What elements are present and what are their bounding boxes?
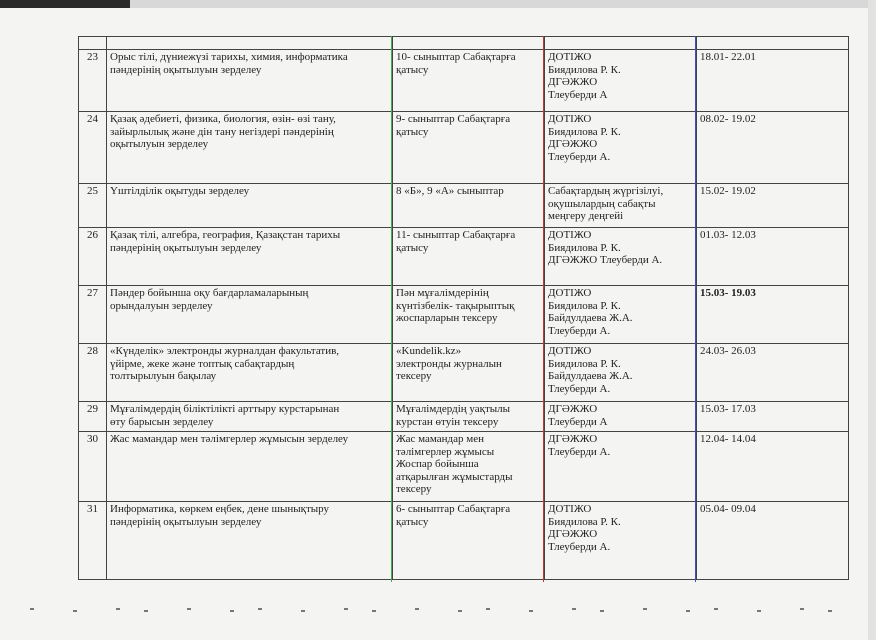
target-cell-line: курстан өтуін тексеру	[396, 415, 499, 428]
topic-cell-line: Жас мамандар мен тәлімгерлер жұмысын зерделеу	[110, 433, 349, 445]
responsible-cell-line: Тлеуберди А.	[548, 382, 611, 395]
target-cell-line: күнтізбелік- тақырыптық	[396, 299, 515, 312]
scan-dot	[372, 610, 376, 612]
topic-cell-line: Орыс тілі, дүниежүзі тарихы, химия, информатика	[110, 51, 348, 63]
target-cell-line: Мұғалімдердің уақтылы	[396, 403, 511, 415]
table-row	[79, 184, 849, 228]
target-cell	[393, 402, 545, 432]
responsible-cell-line: ДГӘЖЖО	[548, 138, 598, 150]
scan-right-edge	[868, 0, 876, 640]
scan-dot	[643, 608, 647, 610]
scan-dot	[686, 610, 690, 612]
responsible-cell-line: ДОТІЖО	[548, 503, 592, 515]
topic-cell-line: пәндерінің оқытылуын зерделеу	[110, 515, 262, 528]
responsible-cell-line: оқушылардың сабақты	[548, 197, 656, 210]
scan-top-edge	[0, 0, 876, 8]
target-cell-line: электронды журналын	[396, 357, 502, 370]
target-cell	[393, 184, 545, 228]
blank-cell	[107, 37, 393, 50]
target-cell-line: қатысу	[396, 515, 429, 528]
scan-dot	[415, 608, 419, 610]
plan-table-sheet	[78, 36, 848, 582]
topic-cell-line: Үштілділік оқытуды зерделеу	[110, 185, 250, 197]
table-row	[79, 502, 849, 580]
scan-dot	[572, 608, 576, 610]
responsible-cell-line: Биядилова Р. К.	[548, 63, 621, 76]
date-cell: 08.02- 19.02	[697, 112, 849, 184]
responsible-cell	[545, 112, 697, 184]
scan-dot	[73, 610, 77, 612]
table-row	[79, 432, 849, 502]
scan-dot	[600, 610, 604, 612]
responsible-cell-line: Тлеуберди А.	[548, 540, 611, 553]
responsible-cell-line: Тлеуберди А	[548, 88, 608, 101]
target-cell-line: қатысу	[396, 241, 429, 254]
target-cell-line: 9- сыныптар Сабақтарға	[396, 113, 511, 125]
blue-column-line	[695, 36, 696, 582]
topic-cell-line: пәндерінің оқытылуын зерделеу	[110, 241, 262, 254]
table-row	[79, 286, 849, 344]
topic-cell	[107, 228, 393, 286]
topic-cell-line: «Күнделік» электронды журналдан факультатив,	[110, 345, 340, 357]
responsible-cell	[545, 402, 697, 432]
responsible-cell	[545, 286, 697, 344]
scan-dot	[116, 608, 120, 610]
date-cell: 12.04- 14.04	[697, 432, 849, 502]
row-number: 30	[79, 432, 107, 502]
target-cell-line: қатысу	[396, 63, 429, 76]
responsible-cell-line: Тлеуберди А.	[548, 324, 611, 337]
responsible-cell	[545, 228, 697, 286]
responsible-cell-line: ДГӘЖЖО	[548, 433, 598, 445]
target-cell	[393, 112, 545, 184]
topic-cell	[107, 50, 393, 112]
topic-cell-line: Қазақ тілі, алгебра, география, Қазақстан тарихы	[110, 229, 341, 241]
row-number: 28	[79, 344, 107, 402]
scan-dot	[230, 610, 234, 612]
responsible-cell-line: Тлеуберди А.	[548, 445, 611, 458]
responsible-cell-line: Тлеуберди А.	[548, 150, 611, 163]
target-cell-line: тексеру	[396, 483, 432, 495]
responsible-cell-line: ДГӘЖЖО	[548, 528, 598, 540]
responsible-cell-line: Биядилова Р. К.	[548, 515, 621, 528]
target-cell-line: атқарылған жұмыстарды	[396, 470, 513, 483]
responsible-cell-line: ДОТІЖО	[548, 51, 592, 63]
responsible-cell-line: Сабақтардың жүргізілуі,	[548, 185, 664, 197]
topic-cell-line: Мұғалімдердің біліктілікті арттыру курстарынан	[110, 403, 340, 415]
target-cell-line: 10- сыныптар Сабақтарға	[396, 51, 516, 63]
scan-dot	[301, 610, 305, 612]
responsible-cell	[545, 502, 697, 580]
scan-dot	[828, 610, 832, 612]
table-row	[79, 344, 849, 402]
table-row	[79, 402, 849, 432]
responsible-cell-line: ДОТІЖО	[548, 113, 592, 125]
topic-cell	[107, 402, 393, 432]
target-cell-line: тексеру	[396, 370, 432, 382]
target-cell	[393, 286, 545, 344]
topic-cell-line: зайырлылық және дін тану негіздері пәндерінің	[110, 125, 334, 138]
plan-table	[78, 36, 849, 580]
responsible-cell-line: Байдулдаева Ж.А.	[548, 370, 633, 382]
topic-cell-line: орындалуын зерделеу	[110, 299, 213, 312]
target-cell-line: Пән мұғалімдерінің	[396, 287, 489, 299]
target-cell-line: жоспарларын тексеру	[396, 312, 498, 324]
table-top-row	[79, 37, 849, 50]
topic-cell	[107, 502, 393, 580]
scan-dot	[30, 608, 34, 610]
red-column-line	[543, 36, 544, 582]
responsible-cell-line: ДОТІЖО	[548, 287, 592, 299]
target-cell-line: тәлімгерлер жұмысы	[396, 445, 495, 458]
date-cell: 18.01- 22.01	[697, 50, 849, 112]
blank-cell	[545, 37, 697, 50]
table-row	[79, 112, 849, 184]
scan-dot	[144, 610, 148, 612]
responsible-cell-line: Биядилова Р. К.	[548, 357, 621, 370]
topic-cell	[107, 112, 393, 184]
target-cell	[393, 432, 545, 502]
row-number: 29	[79, 402, 107, 432]
date-cell: 15.03- 17.03	[697, 402, 849, 432]
target-cell-line: 6- сыныптар Сабақтарға	[396, 503, 511, 515]
responsible-cell-line: меңгеру деңгейі	[548, 210, 624, 222]
topic-cell-line: толтырылуын бақылау	[110, 370, 217, 382]
scan-dot	[258, 608, 262, 610]
scan-dot	[529, 610, 533, 612]
green-column-line	[391, 36, 392, 582]
topic-cell-line: Информатика, көркем еңбек, дене шынықтыру	[110, 503, 330, 515]
date-cell: 15.03- 19.03	[697, 286, 849, 344]
responsible-cell	[545, 184, 697, 228]
scan-dot	[344, 608, 348, 610]
blank-cell	[697, 37, 849, 50]
topic-cell-line: оқытылуын зерделеу	[110, 138, 209, 150]
responsible-cell-line: Биядилова Р. К.	[548, 125, 621, 138]
scan-dot	[458, 610, 462, 612]
table-row	[79, 228, 849, 286]
scan-dot	[757, 610, 761, 612]
topic-cell-line: үйірме, жеке және топтық сабақтардың	[110, 357, 295, 370]
topic-cell	[107, 344, 393, 402]
responsible-cell-line: ДГӘЖЖО	[548, 403, 598, 415]
blank-cell	[79, 37, 107, 50]
responsible-cell	[545, 50, 697, 112]
date-cell: 01.03- 12.03	[697, 228, 849, 286]
scan-dot	[187, 608, 191, 610]
responsible-cell	[545, 432, 697, 502]
target-cell-line: қатысу	[396, 125, 429, 138]
responsible-cell-line: ДГӘЖЖО	[548, 76, 598, 88]
row-number: 27	[79, 286, 107, 344]
responsible-cell-line: Биядилова Р. К.	[548, 241, 621, 254]
topic-cell-line: Қазақ әдебиеті, физика, биология, өзін- өзі тану,	[110, 113, 336, 125]
responsible-cell-line: ДГӘЖЖО Тлеуберди А.	[548, 254, 663, 266]
row-number: 26	[79, 228, 107, 286]
target-cell-line: «Kundelik.kz»	[396, 345, 462, 357]
scan-dot	[486, 608, 490, 610]
row-number: 23	[79, 50, 107, 112]
target-cell-line: Жоспар бойынша	[396, 458, 479, 470]
responsible-cell-line: Тлеуберди А	[548, 415, 608, 428]
row-number: 24	[79, 112, 107, 184]
date-cell: 05.04- 09.04	[697, 502, 849, 580]
topic-cell-line: өту барысын зерделеу	[110, 415, 214, 428]
responsible-cell-line: ДОТІЖО	[548, 229, 592, 241]
topic-cell-line: пәндерінің оқытылуын зерделеу	[110, 63, 262, 76]
target-cell-line: 11- сыныптар Сабақтарға	[396, 229, 516, 241]
topic-cell-line: Пәндер бойынша оқу бағдарламаларының	[110, 287, 309, 299]
blank-cell	[393, 37, 545, 50]
scan-dot	[800, 608, 804, 610]
topic-cell	[107, 286, 393, 344]
responsible-cell	[545, 344, 697, 402]
table-row	[79, 50, 849, 112]
topic-cell	[107, 184, 393, 228]
date-cell: 24.03- 26.03	[697, 344, 849, 402]
responsible-cell-line: Биядилова Р. К.	[548, 299, 621, 312]
topic-cell	[107, 432, 393, 502]
target-cell	[393, 502, 545, 580]
scan-shadow	[0, 0, 130, 8]
row-number: 25	[79, 184, 107, 228]
target-cell	[393, 50, 545, 112]
target-cell	[393, 228, 545, 286]
row-number: 31	[79, 502, 107, 580]
responsible-cell-line: ДОТІЖО	[548, 345, 592, 357]
date-cell: 15.02- 19.02	[697, 184, 849, 228]
target-cell	[393, 344, 545, 402]
scan-dot	[714, 608, 718, 610]
target-cell-line: Жас мамандар мен	[396, 433, 484, 445]
scan-dots	[30, 608, 850, 614]
target-cell-line: 8 «Б», 9 «А» сыныптар	[396, 185, 504, 197]
responsible-cell-line: Байдулдаева Ж.А.	[548, 312, 633, 324]
